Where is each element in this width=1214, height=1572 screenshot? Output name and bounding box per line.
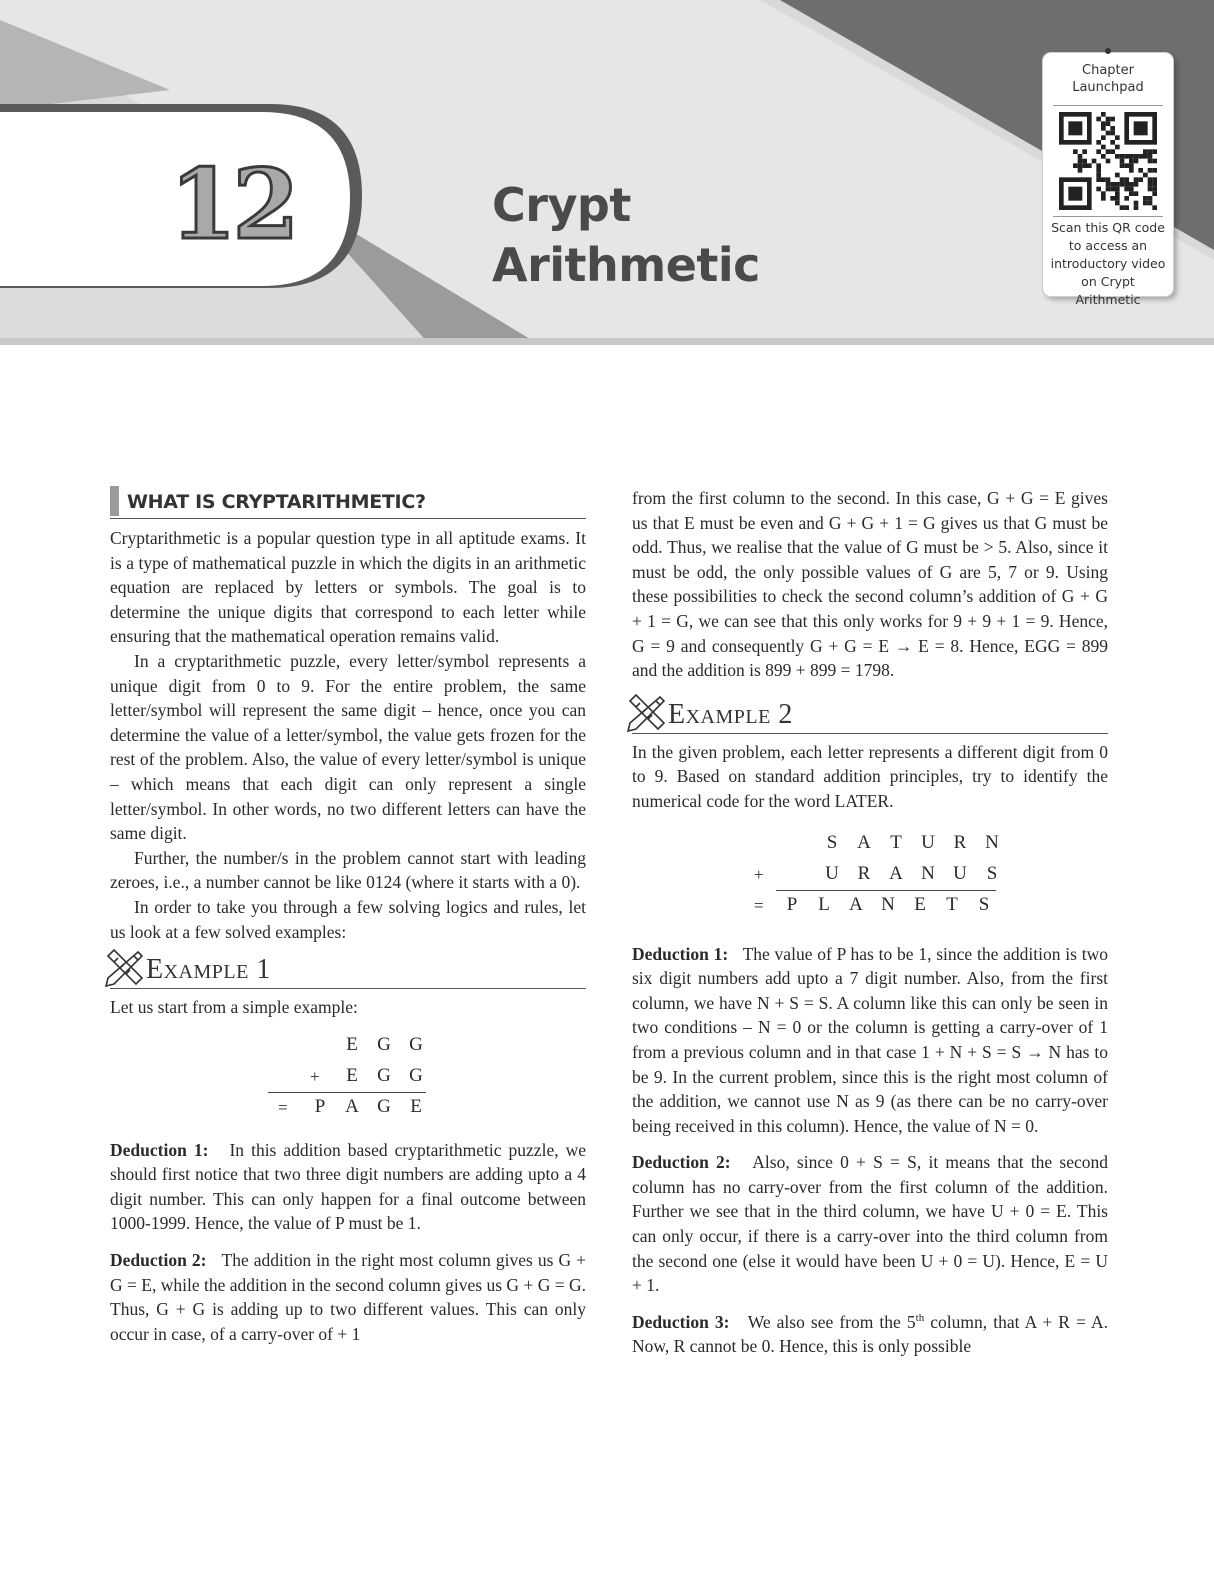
- puzzle-letter: E: [914, 893, 926, 915]
- section-heading: [110, 484, 586, 519]
- puzzle-letter: U: [921, 831, 935, 853]
- qr-card[interactable]: [1042, 52, 1174, 307]
- puzzle-saturn-uranus: [632, 828, 1108, 926]
- puzzle-letter: A: [889, 862, 903, 884]
- paragraph: Cryptarithmetic is a popular question type in all aptitude exams. It is a type of mathematical puzzle in which the digits in an arithmetic equation are replaced by letters or symbols. The goal is to determine the unique digits that correspond to each letter while ensuring that the mathematical operation remains valid.: [110, 528, 586, 647]
- pencil-ruler-icon: [102, 946, 146, 990]
- equals-sign: =: [278, 1097, 288, 1117]
- puzzle-letter: L: [818, 893, 830, 915]
- paragraph: In a cryptarithmetic puzzle, every letter/symbol represents a unique digit from 0 to 9. For the entire problem, the same letter/symbol will represent the same digit – hence, once you can determine the value of a letter/symbol, the value gets frozen for the rest of the problem. Also, the value of every letter/symbol is unique – which means that each digit can only represent a single letter/symbol. In other words, no two different letters can have the same digit.: [110, 650, 586, 844]
- plus-sign: +: [754, 864, 764, 884]
- equals-sign: =: [754, 895, 764, 915]
- puzzle-letter: S: [978, 893, 990, 915]
- example-label: Example 2: [668, 698, 793, 730]
- puzzle-letter: G: [377, 1064, 391, 1086]
- right-column: [632, 484, 1108, 1359]
- puzzle-letter: E: [346, 1033, 358, 1055]
- deduction-text: column, that A + R = A. Now, R cannot be 0. Hence, this is only possible: [632, 1311, 1108, 1357]
- deduction-text: The value of P has to be 1, since the addition is two six digit numbers add upto a 7 digit number. Also, from the first column, we have N + S = S. A column like this can only be seen in two conditions – N = 0 or the column is getting a carry-over of 1 from a previous column and in that case 1 + N + S = S → N has to be 9. In the current problem, since this is the right most column of the addition, we cannot use N as 9 (as there can be no carry-over being received in this column). Hence, the value of N = 0.: [632, 943, 1109, 1136]
- paragraph: In order to take you through a few solving logics and rules, let us look at a few solved examples:: [110, 896, 586, 942]
- section-heading-bar: [110, 486, 119, 516]
- puzzle-letter: G: [377, 1095, 391, 1117]
- pencil-ruler-icon: [624, 691, 668, 735]
- puzzle-letter: P: [786, 893, 798, 915]
- example-heading: [632, 697, 1108, 734]
- puzzle-letter: A: [345, 1095, 359, 1117]
- puzzle-letter: N: [985, 831, 999, 853]
- qr-card-title: Chapter Launchpad: [1072, 63, 1144, 95]
- puzzle-letter: E: [410, 1095, 422, 1117]
- puzzle-letter: S: [986, 862, 998, 884]
- example-label: Example 1: [146, 954, 271, 986]
- puzzle-row: [632, 890, 1108, 921]
- puzzle-letter: R: [953, 831, 967, 853]
- deduction-text: We also see from the 5: [747, 1311, 916, 1332]
- left-column: [110, 484, 586, 1346]
- puzzle-row: [110, 1092, 586, 1123]
- paragraph: from the first column to the second. In this case, G + G = E gives us that E must be even and G + G + 1 = G gives us that G must be odd. Thus, we realise that the value of G must be > 5. Also, since it must be odd, the only possible values of G are 5, 7 or 9. Using these possibilities to check the second column’s addition of G + G + 1 = G, we can see that this only works for 9 + 9 + 1 = 9. Hence, G = 9 and consequently G + G = E → E = 8. Hence, EGG = 899 and the addition is 899 + 899 = 1798.: [632, 488, 1108, 681]
- ordinal-suffix: th: [915, 1312, 925, 1325]
- puzzle-letter: R: [857, 862, 871, 884]
- deduction-text: The addition in the right most column gives us G + G = E, while the addition in the second column gives us G + G = G. Thus, G + G is adding up to two different values. This can only occur in case, of a carry-over of + 1: [110, 1250, 587, 1344]
- paragraph: Further, the number/s in the problem cannot start with leading zeroes, i.e., a number cannot be like 0124 (where it starts with a 0).: [110, 847, 586, 893]
- puzzle-letter: U: [953, 862, 967, 884]
- deduction-label: Deduction 2:: [110, 1250, 207, 1271]
- deduction: [110, 1248, 586, 1346]
- puzzle-letter: N: [921, 862, 935, 884]
- section-heading-text: WHAT IS CRYPTARITHMETIC?: [127, 491, 426, 513]
- qr-code-icon[interactable]: [1053, 105, 1163, 217]
- puzzle-letter: T: [890, 831, 902, 853]
- puzzle-row: [110, 1030, 586, 1061]
- deduction-label: Deduction 1:: [632, 943, 729, 964]
- chapter-title: Crypt Arithmetic: [492, 178, 760, 292]
- example-heading: [110, 952, 586, 989]
- puzzle-letter: P: [314, 1095, 326, 1117]
- chapter-number: 12: [169, 148, 296, 261]
- deduction-label: Deduction 3:: [632, 1311, 730, 1332]
- puzzle-letter: G: [409, 1033, 423, 1055]
- puzzle-letter: A: [857, 831, 871, 853]
- puzzle-egg-page: [110, 1030, 586, 1126]
- deduction: [632, 1310, 1108, 1359]
- puzzle-letter: A: [849, 893, 863, 915]
- qr-card-caption: Scan this QR code to access an introductory video on Crypt Arithmetic: [1050, 220, 1166, 307]
- puzzle-letter: G: [377, 1033, 391, 1055]
- paragraph: In the given problem, each letter represents a different digit from 0 to 9. Based on standard addition principles, try to identify the numerical code for the word LATER.: [632, 741, 1108, 811]
- deduction-label: Deduction 2:: [632, 1152, 731, 1173]
- puzzle-row: [632, 859, 1108, 890]
- puzzle-row: [110, 1061, 586, 1092]
- qr-code-graphic: [1059, 109, 1157, 213]
- deduction-label: Deduction 1:: [110, 1139, 209, 1160]
- deduction-text: Also, since 0 + S = S, it means that the second column has no carry-over from the first column of the addition. Further we see that in the third column, we have U + 0 = E. This can only occur, if there is a carry-over into the third column from the second one (else it would have been U + 0 = U). Hence, E = U + 1.: [632, 1152, 1109, 1296]
- puzzle-row: [632, 828, 1108, 859]
- puzzle-letter: U: [825, 862, 839, 884]
- plus-sign: +: [310, 1066, 320, 1086]
- puzzle-letter: E: [346, 1064, 358, 1086]
- paragraph: Let us start from a simple example:: [110, 997, 358, 1018]
- deduction: [632, 942, 1108, 1139]
- puzzle-letter: N: [881, 893, 895, 915]
- deduction: [110, 1138, 586, 1236]
- puzzle-letter: T: [946, 893, 958, 915]
- qr-card-pin: [1105, 48, 1111, 54]
- deduction: [632, 1150, 1108, 1298]
- deduction-text: In this addition based cryptarithmetic puzzle, we should first notice that two three digit numbers are adding upto a 4 digit number. This can only happen for a final outcome between 1000-1999. Hence, the value of P must be 1.: [110, 1139, 587, 1234]
- puzzle-letter: G: [409, 1064, 423, 1086]
- chapter-header: [0, 0, 1214, 345]
- puzzle-letter: S: [826, 831, 838, 853]
